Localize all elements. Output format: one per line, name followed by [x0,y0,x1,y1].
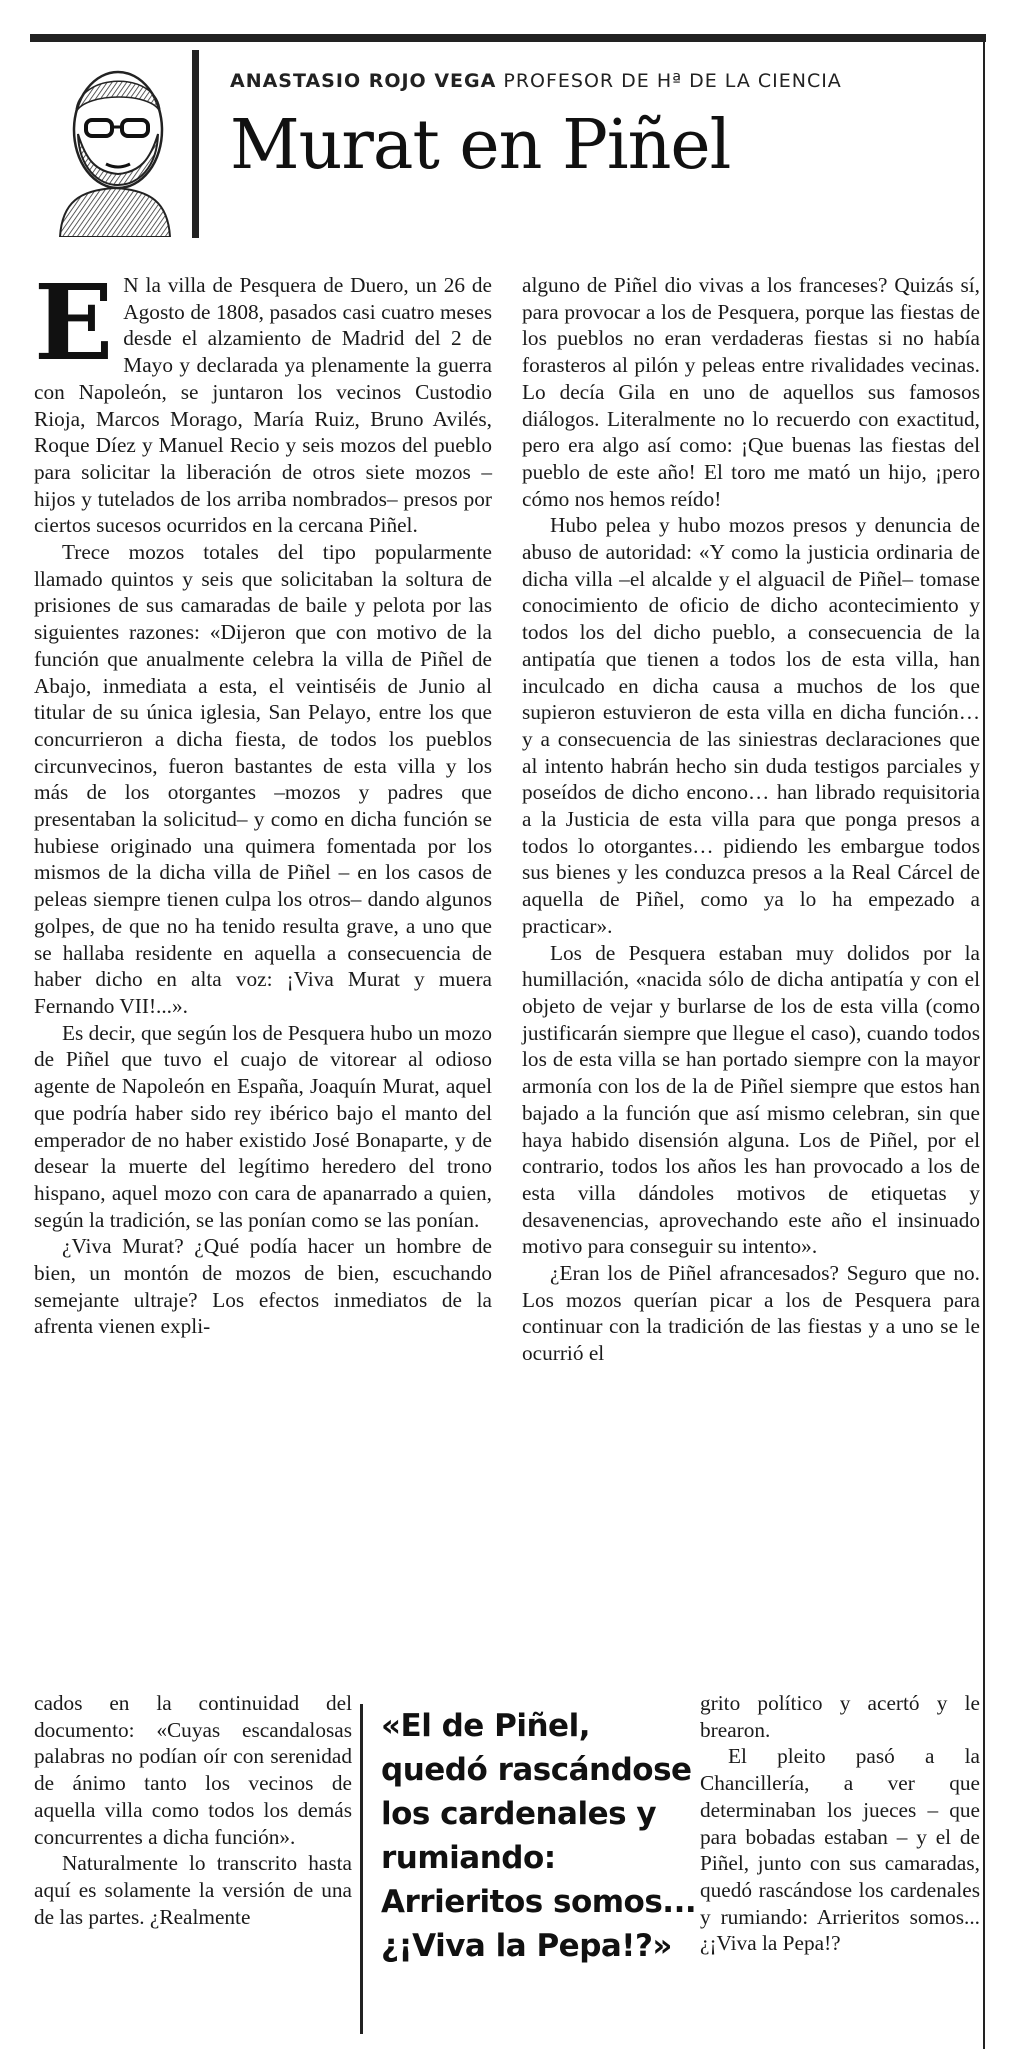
pull-quote-text: «El de Piñel, quedó rascándose los cardenales y rumiando: Arrieritos somos... ¿¡Viva la Pepa!?» [381,1708,697,1964]
paragraph: cados en la continuidad del documento: «Cuyas escandalosas palabras no podían oír con serenidad de ánimo tanto los vecinos de aquella villa como todos los demás concurrentes a dicha función». [34,1691,352,1849]
paragraph: E N la villa de Pesquera de Duero, un 26 de Agosto de 1808, pasados casi cuatro meses desde el alzamiento de Madrid del 2 de Mayo y declarada ya plenamente la guerra con Napoleón, se juntaron los vecinos Custodio Rioja, Marcos Morago, María Ruiz, Bruno Avilés, Roque Díez y Manuel Recio y seis mozos del pueblo para solicitar la liberación de otros siete mozos – hijos y tutelados de los arriba nombrados– presos por ciertos sucesos ocurridos en la cercana Piñel. [34,261,492,538]
paragraph: ¿Eran los de Piñel afrancesados? Seguro que no. Los mozos querían picar a los de Pesquera para continuar con la tradición de las fiestas y a uno se le ocurrió el [522,1261,980,1366]
author-name: ANASTASIO ROJO VEGA [230,70,497,92]
article-column-left [34,261,492,1340]
article-column-left-narrow [34,1690,352,1930]
header-vertical-rule [192,50,199,238]
paragraph: Hubo pelea y hubo mozos presos y denuncia de abuso de autoridad: «Y como la justicia ordinaria de dicha villa –el alcalde y el alguacil de Piñel– tomase conocimiento de oficio de dicho acontecimiento y todos los del dicho pueblo, a consecuencia de la antipatía que tienen a todos los de esta villa, han inculcado en dicha causa a muchos de los que supieron estuvieron de esta villa en dicha función… y a consecuencia de las siniestras declaraciones que al intento habrán hecho sin duda testigos parciales y poseídos de dicho encono… han librado requisitoria a la Justicia de esta villa para que ponga presos a todos lo otorgantes… pidiendo les embargue todos sus bienes y les conduzca presos a la Real Cárcel de aquella de Piñel, como ya lo ha empezado a practicar». [522,513,980,938]
article-column-right-narrow [700,1690,980,1957]
paragraph: Trece mozos totales del tipo popularmente llamado quintos y seis que solicitaban la soltura de prisiones de sus camaradas de baile y pelota por las siguientes razones: «Dijeron que con motivo de la función que anualmente celebra la villa de Piñel de Abajo, inmediata a esta, el veintiséis de Junio al titular de su única iglesia, San Pelayo, entre los que concurrieron a dicha fiesta, de todos los pueblos circunvecinos, fueron bastantes de esta villa y los más de los otorgantes –mozos y padres que presentaban la solicitud– y como en dicha función se hubiese originado una quimera fomentada por los mismos de la dicha villa de Piñel – en los casos de peleas siempre tienen culpa los otros– dando algunos golpes, de que no ha tenido resulta grave, a uno que se hallaba residente en aquella a consecuencia de haber dicho en alta voz: ¡Viva Murat y muera Fernando VII!...». [34,540,492,1018]
byline [230,70,842,92]
paragraph: alguno de Piñel dio vivas a los franceses? Quizás sí, para provocar a los de Pesquera, porque las fiestas de los pueblos no eran verdaderas fiestas si no había forasteros al pilón y peleas entre rivalidades vecinas. Lo decía Gila en uno de aquellos sus famosos diálogos. Literalmente no lo recuerdo con exactitud, pero era algo así como: ¡Que buenas las fiestas del pueblo de este año! El toro me mató un hijo, ¡pero cómo nos hemos reído! [522,273,980,511]
headline: Murat en Piñel [230,106,731,185]
paragraph: Naturalmente lo transcrito hasta aquí es solamente la versión de una de las partes. ¿Realmente [34,1851,352,1929]
paragraph: El pleito pasó a la Chancillería, a ver que determinaban los jueces – que para bobadas estaban – y el de Piñel, junto con sus camaradas, quedó rascándose los cardenales y rumiando: Arrieritos somos... ¿¡Viva la Pepa!? [700,1744,980,1956]
author-role: PROFESOR DE Hª DE LA CIENCIA [503,70,842,92]
drop-cap: E [34,261,114,384]
paragraph: ¿Viva Murat? ¿Qué podía hacer un hombre de bien, un montón de mozos de bien, escuchando semejante ultraje? Los efectos inmediatos de la afrenta vienen expli- [34,1234,492,1339]
paragraph: grito político y acertó y le brearon. [700,1691,980,1742]
paragraph: Los de Pesquera estaban muy dolidos por la humillación, «nacida sólo de dicha antipatía y con el objeto de vejar y burlarse de los de esta villa (como justificarán siempre que llegue el caso), cuando todos los de esta villa se han portado siempre con la mayor armonía con los de la de Piñel siempre que estos han bajado a la función que así mismo celebran, sin que haya habido disensión alguna. Los de Piñel, por el contrario, todos los años les han provocado a los de esta villa dándoles motivos de etiquetas y desavenencias, aprovechando este año el insinuado motivo para conseguir su intento». [522,940,980,1259]
paragraph: Es decir, que según los de Pesquera hubo un mozo de Piñel que tuvo el cuajo de vitorear al odioso agente de Napoleón en España, Joaquín Murat, aquel que podría haber sido rey ibérico bajo el manto del emperador de no haber existido José Bonaparte, y de desear la muerte del legítimo heredero del trono hispano, aquel mozo con cara de apanarrado a quien, según la tradición, se las ponían como se las ponían. [34,1020,492,1232]
top-rule [30,34,986,42]
right-rule [983,34,985,2049]
article-column-right [522,272,980,1367]
author-portrait-illustration [40,52,190,237]
pull-quote [360,1704,699,2034]
